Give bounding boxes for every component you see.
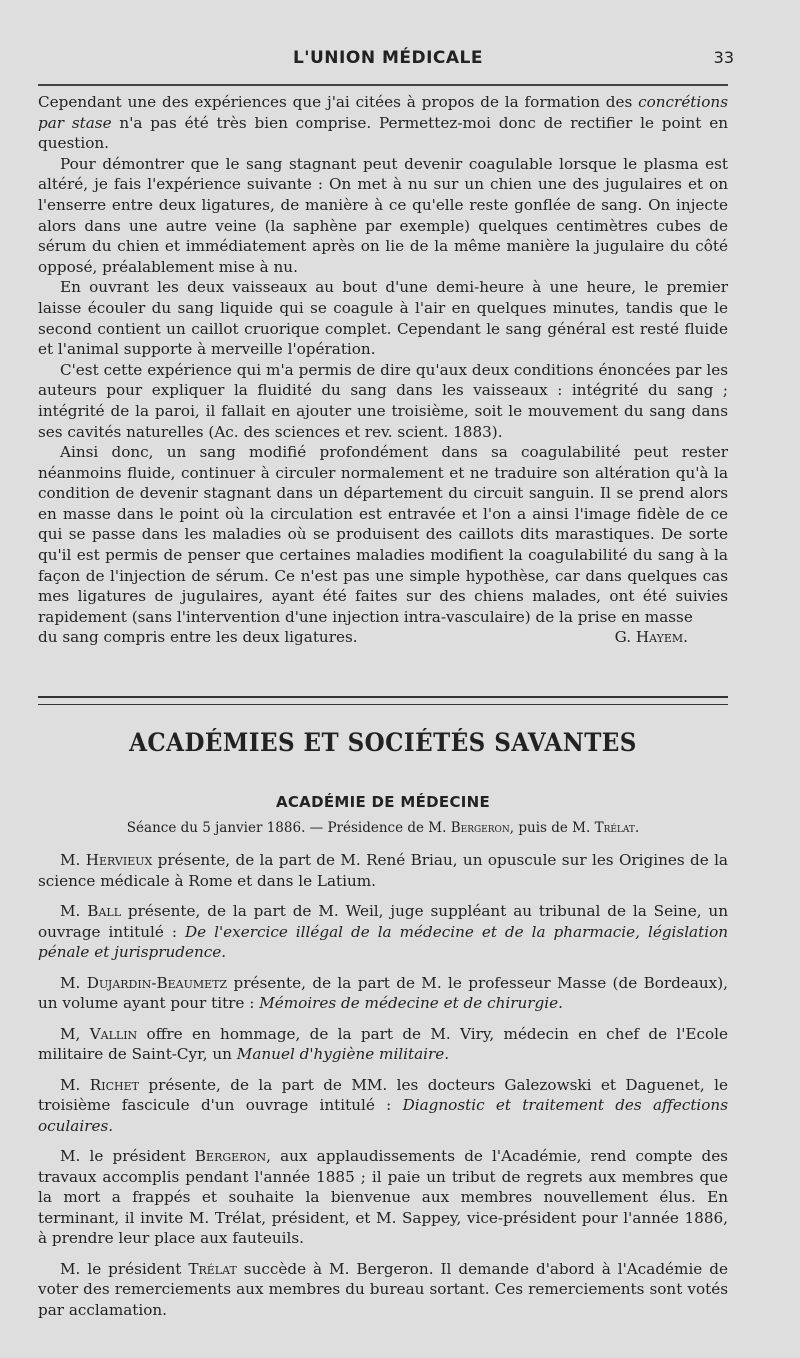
text-run: présente, de la part de MM. les docteurs Galezowski et Daguenet, le troisième fascicule d'un ouvrage intitulé : [38, 1075, 728, 1114]
signature-line [38, 627, 728, 648]
text-run: succède à M. Bergeron. Il demande d'abord à l'Académie de voter des remerciements aux membres du bureau sortant. Ces remerciements sont votés par acclamation. [38, 1259, 728, 1319]
paragraph: C'est cette expérience qui m'a permis de dire qu'aux deux conditions énoncées par les auteurs pour expliquer la fluidité du sang dans les vaisseaux : intégrité du sang ; intégrité de la paroi, il fallait en ajouter une troisième, soit le mouvement du sang dans ses cavités naturelles (Ac. des sciences et rev. scient. 1883). [38, 360, 728, 441]
text-run: M. [60, 1075, 90, 1094]
text-run: M, [60, 1024, 90, 1043]
person-name: Richet [89, 1075, 139, 1094]
paragraph: En ouvrant les deux vaisseaux au bout d'une demi-heure à une heure, le premier laisse écouler du sang liquide qui se coagule à l'air en quelques minutes, tandis que le second contient un caillot cruorique complet. Cependant le sang général est resté fluide et l'animal supporte à merveille l'opération. [38, 278, 728, 359]
book-title: Mémoires de médecine et de chirurgie. [259, 994, 563, 1012]
text-run: présente, de la part de M. le professeur Masse (de Bordeaux), un volume ayant pour titre : [38, 973, 728, 1012]
proceeding-entry [38, 973, 728, 1014]
book-title: De l'exercice illégal de la médecine et de la pharmacie, législation pénale et jurisprudence. [38, 922, 728, 961]
proceeding-entry [38, 1075, 728, 1137]
person-name: Hervieux [85, 851, 153, 869]
text-run: n'a pas été très bien comprise. Permettez-moi donc de rectifier le point en question. [38, 113, 728, 153]
text-run: M. [60, 851, 86, 869]
person-name: Bergeron [194, 1147, 267, 1165]
text-run: M. le président [60, 1259, 189, 1278]
proceeding-entry [38, 1024, 728, 1065]
proceeding-entry [38, 850, 728, 891]
running-header [38, 44, 738, 80]
text-run: , aux applaudissements de l'Académie, rend compte des travaux accomplis pendant l'année 1885 ; il paie un tribut de regrets aux membres que la mort a frappés et souhaite la bienvenue aux membres nouvellement élus. En terminant, il invite M. Trélat, président, et M. Sappey, vice-président pour l'année 1886, à prendre leur place aux fauteuils. [38, 1147, 728, 1247]
academy-proceedings [38, 850, 728, 1330]
paragraph: Pour démontrer que le sang stagnant peut devenir coagulable lorsque le plasma est altéré, je fais l'expérience suivante : On met à nu sur un chien une des jugulaires et on l'enserre entre deux ligatures, de manière à ce qu'elle reste gonflée de sang. On injecte alors dans une autre veine (la saphène par exemple) quelques centimètres cubes de sérum du chien et immédiatement après on lie de la même manière la jugulaire du côté opposé, préalablement mise à nu. [38, 154, 728, 276]
person-name: Trélat [594, 820, 635, 836]
subsection-title: ACADÉMIE DE MÉDECINE [275, 793, 491, 811]
text-run: Séance du 5 janvier 1886. — Présidence de M. [126, 820, 451, 836]
paragraph [38, 92, 728, 154]
proceeding-entry [38, 1259, 728, 1321]
person-name: Dujardin-Beaumetz [86, 973, 228, 992]
book-title: Diagnostic et traitement des affections oculaires. [38, 1096, 729, 1135]
person-name: Ball [87, 902, 121, 920]
section-divider [38, 696, 728, 705]
closing-text: du sang compris entre les deux ligatures. [38, 628, 358, 647]
session-line [38, 820, 728, 836]
text-run: présente, de la part de M. Weil, juge suppléant au tribunal de la Seine, un ouvrage intitulé : [38, 902, 728, 941]
person-name: Vallin [89, 1024, 138, 1043]
person-name: Bergeron [450, 820, 510, 836]
text-run: Cependant une des expériences que j'ai citées à propos de la formation des [38, 93, 639, 111]
text-run: M. [60, 973, 87, 992]
text-run: Ainsi donc, un sang modifié profondément dans sa coagulabilité peut rester néanmoins fluide, continuer à circuler normalement et ne traduire son altération qu'à la condition de devenir stagnant dans un département du circuit sanguin. Il se prend alors en masse dans le point où la circulation est entravée et l'on a ainsi l'image fidèle de ce qui se passe dans les maladies où se produisent des caillots dits marastiques. De sorte qu'il est permis de penser que certaines maladies modifient la coagulabilité du sang à la façon de l'injection de sérum. Ce n'est pas une simple hypothèse, car dans quelques cas mes ligatures de jugulaires, ayant été faites sur des chiens malades, ont été suivies rapidement (sans l'intervention d'une injection intra-vasculaire) de la prise en masse [38, 443, 728, 626]
paragraph [38, 442, 728, 627]
text-run: offre en hommage, de la part de M. Viry, médecin en chef de l'Ecole militaire de Saint-Cyr, un [38, 1024, 728, 1063]
journal-title: L'UNION MÉDICALE [292, 48, 484, 68]
proceeding-entry [38, 901, 728, 963]
header-rule [38, 84, 728, 86]
text-run: M. le président [60, 1147, 195, 1165]
text-run: M. [60, 902, 88, 920]
page-number: 33 [713, 48, 734, 67]
person-name: Trélat [188, 1259, 237, 1278]
author-signature: G. Hayem. [614, 628, 688, 647]
italic-term: concrétions par stase [38, 93, 728, 132]
text-run: , puis de M. [509, 820, 595, 836]
text-run: présente, de la part de M. René Briau, un opuscule sur les Origines de la science médicale à Rome et dans le Latium. [38, 851, 728, 890]
text-run: . [634, 820, 640, 836]
proceeding-entry [38, 1146, 728, 1249]
article-body [38, 92, 728, 648]
book-title: Manuel d'hygiène militaire. [236, 1045, 450, 1063]
section-title: ACADÉMIES ET SOCIÉTÉS SAVANTES [129, 728, 637, 757]
